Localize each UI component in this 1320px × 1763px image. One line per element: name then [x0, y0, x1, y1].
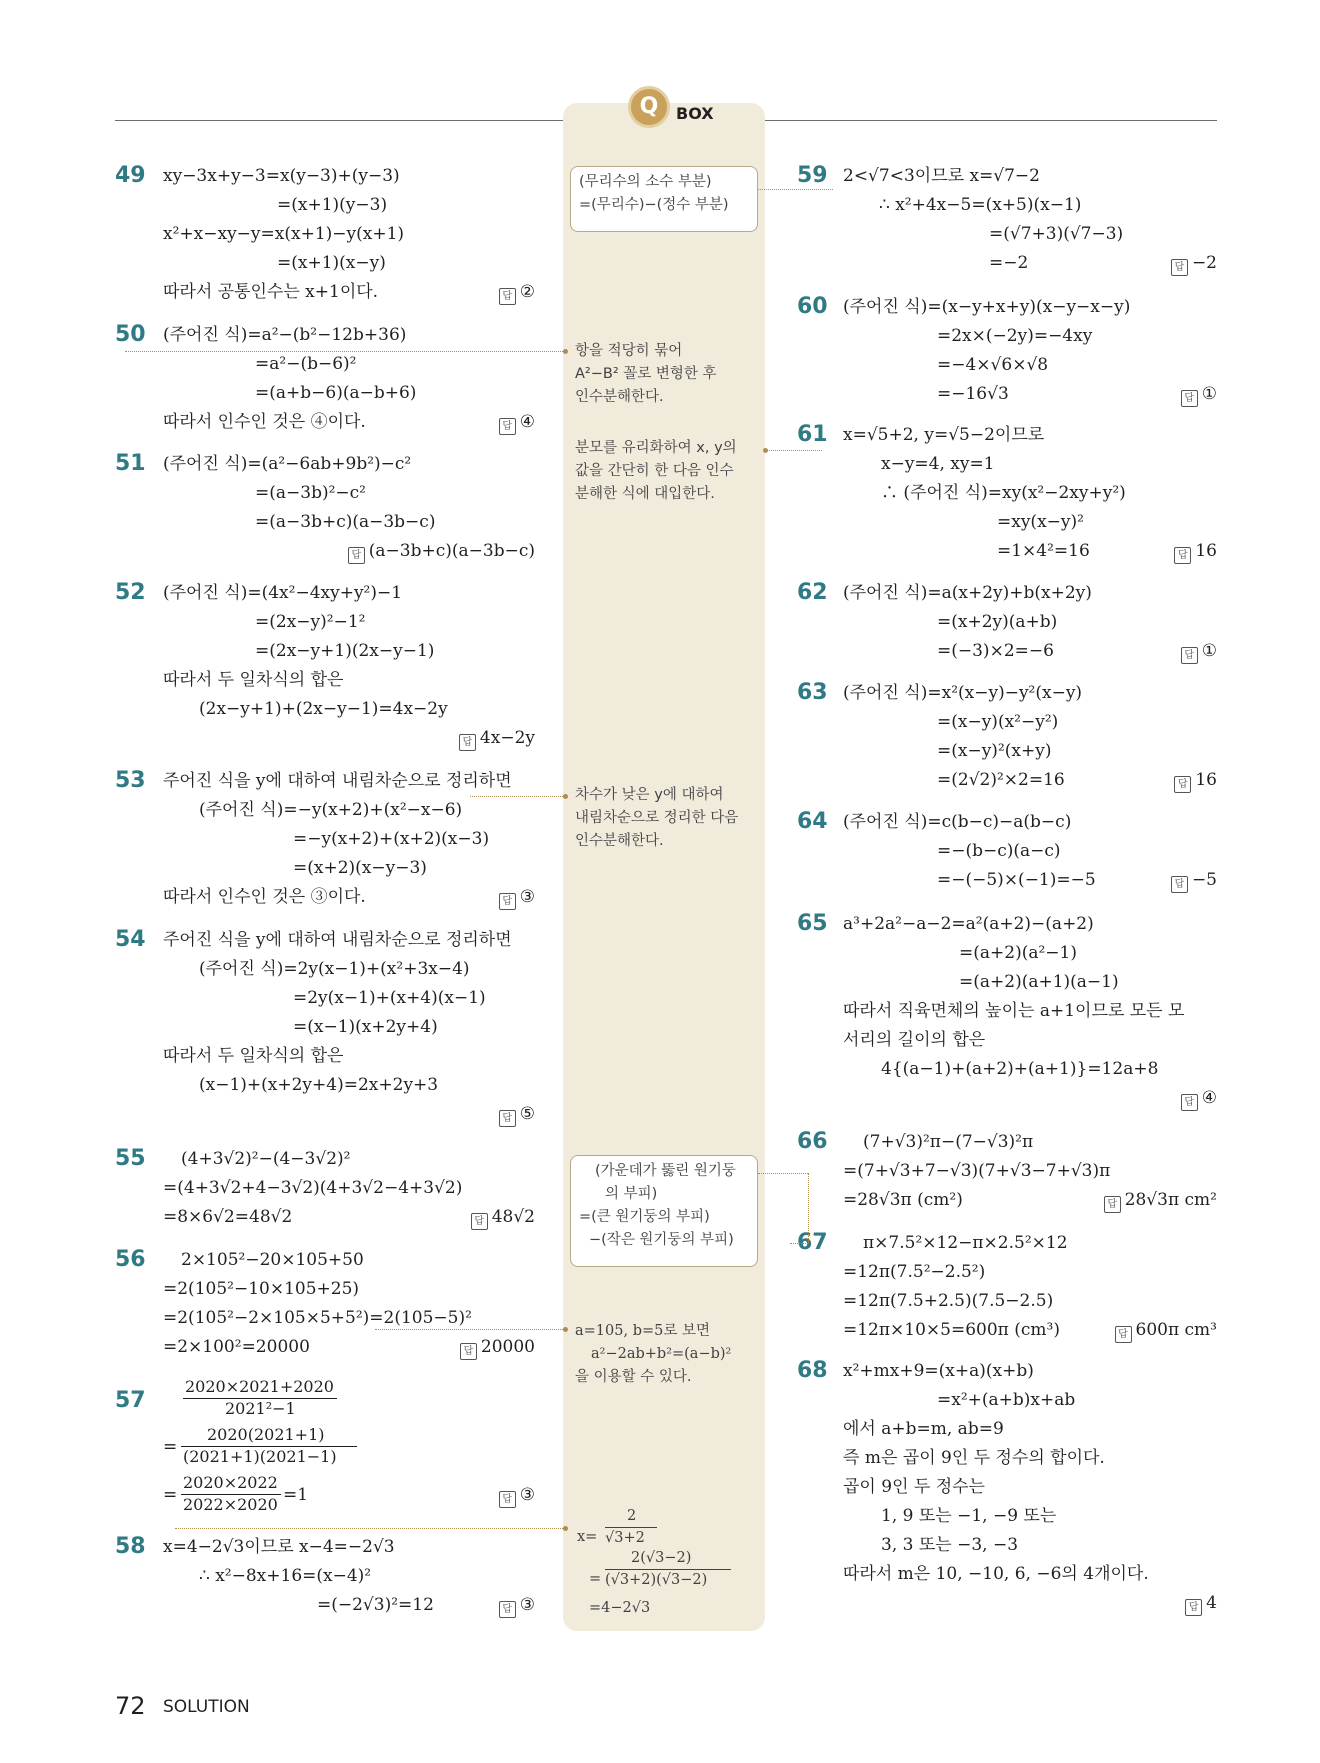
problem-51	[115, 451, 535, 566]
answer-value: 16	[1195, 541, 1217, 561]
note-line: =(무리수)−(정수 부분)	[579, 197, 729, 213]
problem-number: 65	[797, 911, 828, 936]
line: x²+mx+9=(x+a)(x+b)	[843, 1361, 1034, 1381]
leader-line	[470, 796, 565, 797]
answer-value: 600π cm³	[1135, 1320, 1217, 1340]
answer-icon: 답	[1181, 390, 1198, 407]
answer-icon: 답	[499, 1491, 516, 1508]
problem-number: 66	[797, 1129, 828, 1154]
problem-62	[797, 580, 1217, 670]
line: (주어진 식)=−y(x+2)+(x²−x−6)	[199, 800, 463, 820]
answer	[348, 540, 535, 564]
answer	[1171, 252, 1217, 276]
answer-value: ③	[519, 1485, 535, 1505]
answer-value: −2	[1191, 253, 1217, 273]
line: =8×6√2=48√2	[163, 1207, 293, 1227]
line: =xy(x−y)²	[997, 512, 1084, 532]
line: x−y=4, xy=1	[881, 454, 995, 474]
answer-value: (a−3b+c)(a−3b−c)	[368, 541, 535, 561]
qbox-note-perfect-square	[575, 1320, 761, 1389]
answer-icon: 답	[1171, 259, 1188, 276]
line: 따라서 공통인수는 x+1이다.	[163, 282, 379, 302]
line: =−y(x+2)+(x+2)(x−3)	[293, 829, 490, 849]
line: (x−1)+(x+2y+4)=2x+2y+3	[199, 1075, 439, 1095]
answer-icon: 답	[499, 1110, 516, 1127]
line: =(x−y)(x²−y²)	[937, 712, 1059, 732]
answer-value: ⑤	[519, 1104, 535, 1124]
answer-value: ②	[519, 282, 535, 302]
note-line: a²−2ab+b²=(a−b)²	[591, 1346, 732, 1362]
answer-value: 20000	[480, 1337, 535, 1357]
leader-dot	[763, 448, 768, 453]
line: 2<√7<3이므로 x=√7−2	[843, 166, 1040, 186]
problem-67	[797, 1230, 1217, 1345]
problem-number: 61	[797, 422, 828, 447]
line: (주어진 식)=(4x²−4xy+y²)−1	[163, 583, 403, 603]
line: =(x+1)(y−3)	[277, 195, 388, 215]
answer	[460, 1336, 535, 1360]
line: =2×100²=20000	[163, 1337, 310, 1357]
line: 3, 3 또는 −3, −3	[881, 1535, 1019, 1555]
line: ∴ x²+4x−5=(x+5)(x−1)	[879, 195, 1082, 215]
problem-number: 50	[115, 322, 146, 347]
problem-49	[115, 163, 535, 303]
note-line: 의 부피)	[605, 1186, 658, 1202]
line: (주어진 식)=a²−(b²−12b+36)	[163, 325, 407, 345]
answer-icon: 답	[459, 734, 476, 751]
line: =(a+2)(a²−1)	[959, 943, 1077, 963]
note-line: 차수가 낮은 y에 대하여	[575, 787, 724, 803]
problem-52	[115, 580, 535, 755]
equals: =	[163, 1437, 178, 1457]
line: =(x−y)²(x+y)	[937, 741, 1052, 761]
line: =−4×√6×√8	[937, 355, 1049, 375]
line: =−(b−c)(a−c)	[937, 841, 1061, 861]
answer	[459, 727, 535, 751]
qbox-note-irrational-fraction	[570, 166, 758, 232]
answer	[499, 1594, 535, 1618]
problem-55	[115, 1146, 535, 1236]
leader-line	[758, 1173, 808, 1174]
answer-icon: 답	[1181, 647, 1198, 664]
answer	[1181, 640, 1217, 664]
note-line: −(작은 원기둥의 부피)	[589, 1232, 734, 1248]
leader-line	[765, 450, 822, 451]
answer	[1181, 383, 1217, 407]
qbox-label: BOX	[676, 104, 714, 123]
line: =(2x−y+1)(2x−y−1)	[255, 641, 435, 661]
problem-number: 57	[115, 1388, 146, 1413]
line: 따라서 인수인 것은 ④이다.	[163, 412, 366, 432]
line: 주어진 식을 y에 대하여 내림차순으로 정리하면	[163, 771, 512, 791]
answer-icon: 답	[348, 547, 365, 564]
line: =2y(x−1)+(x+4)(x−1)	[293, 988, 486, 1008]
line: (2x−y+1)+(2x−y−1)=4x−2y	[199, 699, 448, 719]
note-line: 인수분해한다.	[575, 389, 664, 405]
line: =(x+1)(x−y)	[277, 253, 386, 273]
problem-number: 53	[115, 768, 146, 793]
line: 주어진 식을 y에 대하여 내림차순으로 정리하면	[163, 930, 512, 950]
note-line: A²−B² 꼴로 변형한 후	[575, 366, 717, 382]
answer-icon: 답	[499, 1601, 516, 1618]
line: 에서 a+b=m, ab=9	[843, 1419, 1004, 1439]
answer-value: 16	[1195, 770, 1217, 790]
qbox-note-x-value	[575, 1505, 761, 1625]
leader-line	[125, 351, 565, 352]
line: =2(105²−2×105×5+5²)=2(105−5)²	[163, 1308, 472, 1328]
problem-54	[115, 927, 535, 1127]
qbox-note-hollow-cylinder	[570, 1155, 758, 1267]
problem-50	[115, 322, 535, 437]
line: =(7+√3+7−√3)(7+√3−7+√3)π	[843, 1161, 1111, 1181]
answer	[499, 411, 535, 435]
line: 따라서 m은 10, −10, 6, −6의 4개이다.	[843, 1564, 1149, 1584]
fraction-numerator: 2020(2021+1)	[207, 1425, 325, 1444]
line: x=4−2√3이므로 x−4=−2√3	[163, 1537, 395, 1557]
answer	[1115, 1319, 1217, 1343]
answer	[1174, 769, 1217, 793]
note-line: =(큰 원기둥의 부피)	[579, 1209, 710, 1225]
line: =1×4²=16	[997, 541, 1090, 561]
answer-icon: 답	[499, 418, 516, 435]
fraction-denominator: 2021²−1	[225, 1399, 296, 1418]
line: a³+2a²−a−2=a²(a+2)−(a+2)	[843, 914, 1094, 934]
line: (주어진 식)=(a²−6ab+9b²)−c²	[163, 454, 412, 474]
line: =(2√2)²×2=16	[937, 770, 1065, 790]
problem-65	[797, 911, 1217, 1111]
line: =(x−1)(x+2y+4)	[293, 1017, 438, 1037]
note-text: x=	[577, 1529, 598, 1545]
answer-icon: 답	[1115, 1326, 1132, 1343]
leader-line	[790, 1243, 808, 1244]
note-line: 내림차순으로 정리한 다음	[575, 810, 739, 826]
line: (4+3√2)²−(4−3√2)²	[181, 1149, 351, 1169]
answer-value: 4x−2y	[479, 728, 535, 748]
line: =(4+3√2+4−3√2)(4+3√2−4+3√2)	[163, 1178, 463, 1198]
answer-icon: 답	[1171, 876, 1188, 893]
line: =−16√3	[937, 384, 1009, 404]
line: =(a+2)(a+1)(a−1)	[959, 972, 1119, 992]
line: =−2	[989, 253, 1029, 273]
problem-56	[115, 1247, 535, 1362]
line: =2x×(−2y)=−4xy	[937, 326, 1093, 346]
header-rule-left	[115, 120, 563, 121]
qbox-note-descending-order	[575, 784, 761, 853]
line: =(−3)×2=−6	[937, 641, 1054, 661]
line: =(a−3b+c)(a−3b−c)	[255, 512, 436, 532]
note-line: (가운데가 뚫린 원기둥	[595, 1163, 736, 1179]
line: =12π(7.5+2.5)(7.5−2.5)	[843, 1291, 1054, 1311]
line: =1	[283, 1485, 309, 1505]
leader-dot	[563, 794, 568, 799]
line: =(a+b−6)(a−b+6)	[255, 383, 417, 403]
line: ∴ (주어진 식)=xy(x²−2xy+y²)	[881, 483, 1126, 503]
line: =(√7+3)(√7−3)	[989, 224, 1124, 244]
answer	[1181, 1087, 1217, 1111]
answer-value: −5	[1191, 870, 1217, 890]
line: π×7.5²×12−π×2.5²×12	[863, 1233, 1068, 1253]
fraction-denominator: √3+2	[605, 1530, 645, 1546]
answer-icon: 답	[1104, 1196, 1121, 1213]
equals: =	[163, 1485, 178, 1505]
line: =(2x−y)²−1²	[255, 612, 366, 632]
note-line: a=105, b=5로 보면	[575, 1323, 710, 1339]
line: =2(105²−10×105+25)	[163, 1279, 360, 1299]
answer	[1104, 1189, 1217, 1213]
problem-57	[115, 1376, 535, 1516]
problem-number: 54	[115, 927, 146, 952]
answer	[499, 1103, 535, 1127]
problem-number: 55	[115, 1146, 146, 1171]
line: 즉 m은 곱이 9인 두 정수의 합이다.	[843, 1448, 1105, 1468]
answer-value: 48√2	[491, 1207, 535, 1227]
problem-number: 68	[797, 1358, 828, 1383]
note-line: (무리수의 소수 부분)	[579, 174, 712, 190]
answer-value: ③	[519, 1595, 535, 1615]
line: 따라서 인수인 것은 ③이다.	[163, 887, 366, 907]
note-line: 을 이용할 수 있다.	[575, 1369, 692, 1385]
problem-58	[115, 1534, 535, 1624]
line: =a²−(b−6)²	[255, 354, 357, 374]
answer-value: 28√3π cm²	[1124, 1190, 1217, 1210]
problem-61	[797, 422, 1217, 567]
problem-number: 58	[115, 1534, 146, 1559]
problem-64	[797, 809, 1217, 899]
problem-number: 59	[797, 163, 828, 188]
problem-68	[797, 1358, 1217, 1618]
problem-number: 62	[797, 580, 828, 605]
line: =(a−3b)²−c²	[255, 483, 366, 503]
answer-icon: 답	[499, 893, 516, 910]
note-line: 항을 적당히 묶어	[575, 343, 683, 359]
section-label: SOLUTION	[163, 1697, 250, 1717]
line: 따라서 두 일차식의 합은	[163, 1046, 344, 1066]
answer	[499, 281, 535, 305]
leader-line	[175, 1528, 565, 1529]
line: 곱이 9인 두 정수는	[843, 1477, 985, 1497]
leader-line	[808, 1173, 809, 1243]
line: =x²+(a+b)x+ab	[937, 1390, 1076, 1410]
answer	[471, 1206, 535, 1230]
fraction-numerator: 2020×2022	[183, 1473, 278, 1492]
line: 따라서 직육면체의 높이는 a+1이므로 모든 모	[843, 1001, 1185, 1021]
note-line: 인수분해한다.	[575, 833, 664, 849]
answer-icon: 답	[1174, 547, 1191, 564]
line: xy−3x+y−3=x(y−3)+(y−3)	[163, 166, 400, 186]
problem-53	[115, 768, 535, 913]
line: (주어진 식)=a(x+2y)+b(x+2y)	[843, 583, 1092, 603]
line: =28√3π (cm²)	[843, 1190, 963, 1210]
problem-number: 64	[797, 809, 828, 834]
answer-value: ④	[519, 412, 535, 432]
problem-66	[797, 1129, 1217, 1219]
line: (주어진 식)=(x−y+x+y)(x−y−x−y)	[843, 297, 1131, 317]
answer-value: ③	[519, 887, 535, 907]
q-badge: Q	[628, 86, 670, 128]
problem-number: 67	[797, 1230, 828, 1255]
note-line: 분모를 유리화하여 x, y의	[575, 440, 737, 456]
leader-line	[375, 1329, 565, 1330]
answer-icon: 답	[471, 1213, 488, 1230]
qbox-note-rationalize	[575, 437, 761, 506]
note-text: =4−2√3	[589, 1600, 651, 1616]
problem-number: 56	[115, 1247, 146, 1272]
header-rule-right	[765, 120, 1217, 121]
line: 따라서 두 일차식의 합은	[163, 670, 344, 690]
answer	[1185, 1592, 1217, 1616]
problem-number: 63	[797, 680, 828, 705]
line: x²+x−xy−y=x(x+1)−y(x+1)	[163, 224, 405, 244]
line: =(x+2y)(a+b)	[937, 612, 1058, 632]
line: =12π×10×5=600π (cm³)	[843, 1320, 1060, 1340]
fraction-numerator: 2(√3−2)	[631, 1550, 692, 1566]
fraction-numerator: 2	[627, 1508, 637, 1524]
line: (주어진 식)=2y(x−1)+(x²+3x−4)	[199, 959, 470, 979]
problem-60	[797, 294, 1217, 409]
page-number: 72	[115, 1692, 146, 1720]
line: (주어진 식)=c(b−c)−a(b−c)	[843, 812, 1072, 832]
answer-icon: 답	[1181, 1094, 1198, 1111]
answer	[1174, 540, 1217, 564]
answer	[499, 1484, 535, 1508]
fraction-denominator: (√3+2)(√3−2)	[605, 1572, 708, 1588]
answer-icon: 답	[460, 1343, 477, 1360]
line: 2×105²−20×105+50	[181, 1250, 364, 1270]
leader-line	[758, 189, 833, 190]
answer	[1171, 869, 1217, 893]
answer-value: ④	[1201, 1088, 1217, 1108]
line: x=√5+2, y=√5−2이므로	[843, 425, 1045, 445]
note-text: =	[589, 1571, 602, 1587]
leader-dot	[563, 349, 568, 354]
line: =(−2√3)²=12	[317, 1595, 434, 1615]
answer-value: ①	[1201, 641, 1217, 661]
line: =−(−5)×(−1)=−5	[937, 870, 1096, 890]
answer	[499, 886, 535, 910]
qbox-note-difference-of-squares	[575, 340, 761, 409]
fraction-denominator: (2021+1)(2021−1)	[183, 1447, 337, 1466]
problem-number: 52	[115, 580, 146, 605]
fraction-numerator: 2020×2021+2020	[185, 1377, 334, 1396]
qbox-column	[563, 103, 765, 1631]
line: =12π(7.5²−2.5²)	[843, 1262, 986, 1282]
line: 서리의 길이의 합은	[843, 1030, 986, 1050]
note-line: 값을 간단히 한 다음 인수	[575, 463, 734, 479]
line: 4{(a−1)+(a+2)+(a+1)}=12a+8	[881, 1059, 1159, 1079]
problem-number: 49	[115, 163, 146, 188]
problem-number: 60	[797, 294, 828, 319]
line: ∴ x²−8x+16=(x−4)²	[199, 1566, 372, 1586]
answer-icon: 답	[1174, 776, 1191, 793]
line: =(x+2)(x−y−3)	[293, 858, 427, 878]
note-line: 분해한 식에 대입한다.	[575, 486, 715, 502]
answer-value: ①	[1201, 384, 1217, 404]
problem-number: 51	[115, 451, 146, 476]
line: 1, 9 또는 −1, −9 또는	[881, 1506, 1057, 1526]
answer-value: 4	[1206, 1593, 1217, 1613]
problem-59	[797, 163, 1217, 278]
line: (7+√3)²π−(7−√3)²π	[863, 1132, 1034, 1152]
line: (주어진 식)=x²(x−y)−y²(x−y)	[843, 683, 1083, 703]
leader-dot	[563, 1327, 568, 1332]
answer-icon: 답	[499, 288, 516, 305]
problem-63	[797, 680, 1217, 795]
fraction-denominator: 2022×2020	[183, 1495, 278, 1514]
leader-dot	[563, 1526, 568, 1531]
answer-icon: 답	[1185, 1599, 1202, 1616]
